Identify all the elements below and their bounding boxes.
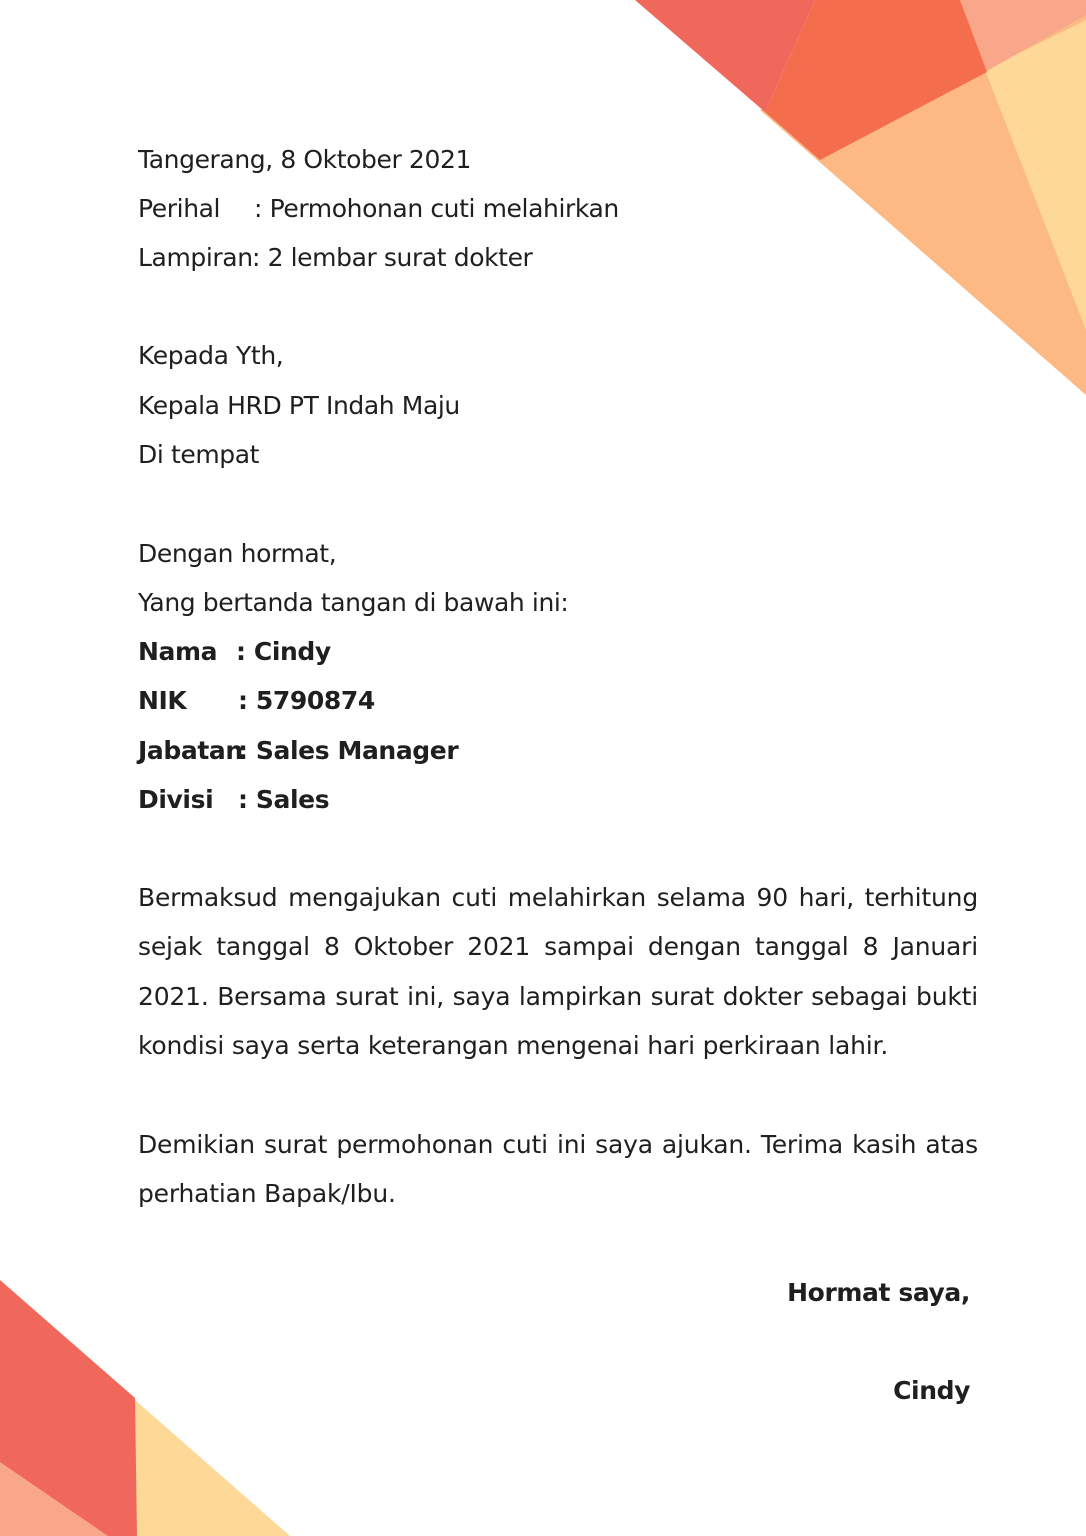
signature-name: Cindy	[893, 1376, 970, 1405]
perihal-value: : Permohonan cuti melahirkan	[254, 194, 619, 223]
nama-value: : Cindy	[236, 637, 331, 666]
perihal-row	[138, 194, 619, 224]
nik-row	[138, 686, 375, 716]
place-date: Tangerang, 8 Oktober 2021	[138, 145, 471, 174]
body-paragraph-1: Bermaksud mengajukan cuti melahirkan selama 90 hari, terhitung sejak tanggal 8 Oktober 2021 sampai dengan tanggal 8 Januari 2021. Bersama surat ini, saya lampirkan surat dokter sebagai bukti kondisi saya serta keterangan mengenai hari perkiraan lahir.	[138, 883, 978, 1060]
recipient-name: Kepala HRD PT Indah Maju	[138, 391, 460, 420]
nama-row	[138, 637, 331, 667]
bottom-left-yellow-shape	[135, 1400, 290, 1536]
perihal-label: Perihal	[138, 194, 221, 223]
top-right-coral-shape	[635, 0, 815, 112]
bottom-left-coral-shape	[0, 1280, 137, 1536]
bottom-left-salmon-shape	[0, 1462, 108, 1536]
jabatan-value: : Sales Manager	[238, 736, 459, 765]
body-paragraph-2: Demikian surat permohonan cuti ini saya ajukan. Terima kasih atas perhatian Bapak/Ibu.	[138, 1130, 978, 1209]
top-right-peach-shape	[760, 0, 1086, 395]
lampiran-value: : 2 lembar surat dokter	[252, 243, 533, 272]
divisi-value: : Sales	[238, 785, 330, 814]
nama-label: Nama	[138, 637, 218, 666]
divisi-label: Divisi	[138, 785, 214, 814]
recipient-greeting: Kepada Yth,	[138, 341, 284, 370]
top-right-salmon-shape	[960, 0, 1086, 72]
jabatan-label: Jabatan	[138, 736, 243, 765]
salutation: Dengan hormat,	[138, 539, 337, 568]
closing-regards: Hormat saya,	[787, 1278, 970, 1307]
divisi-row	[138, 785, 329, 815]
nik-value: : 5790874	[238, 686, 375, 715]
top-right-orange-shape	[765, 0, 987, 160]
recipient-location: Di tempat	[138, 440, 260, 469]
nik-label: NIK	[138, 686, 187, 715]
top-right-yellow-shape	[985, 20, 1086, 330]
lampiran-label: Lampiran	[138, 243, 253, 272]
lampiran-row	[138, 243, 532, 273]
jabatan-row	[138, 736, 458, 766]
intro-text: Yang bertanda tangan di bawah ini:	[138, 588, 569, 617]
